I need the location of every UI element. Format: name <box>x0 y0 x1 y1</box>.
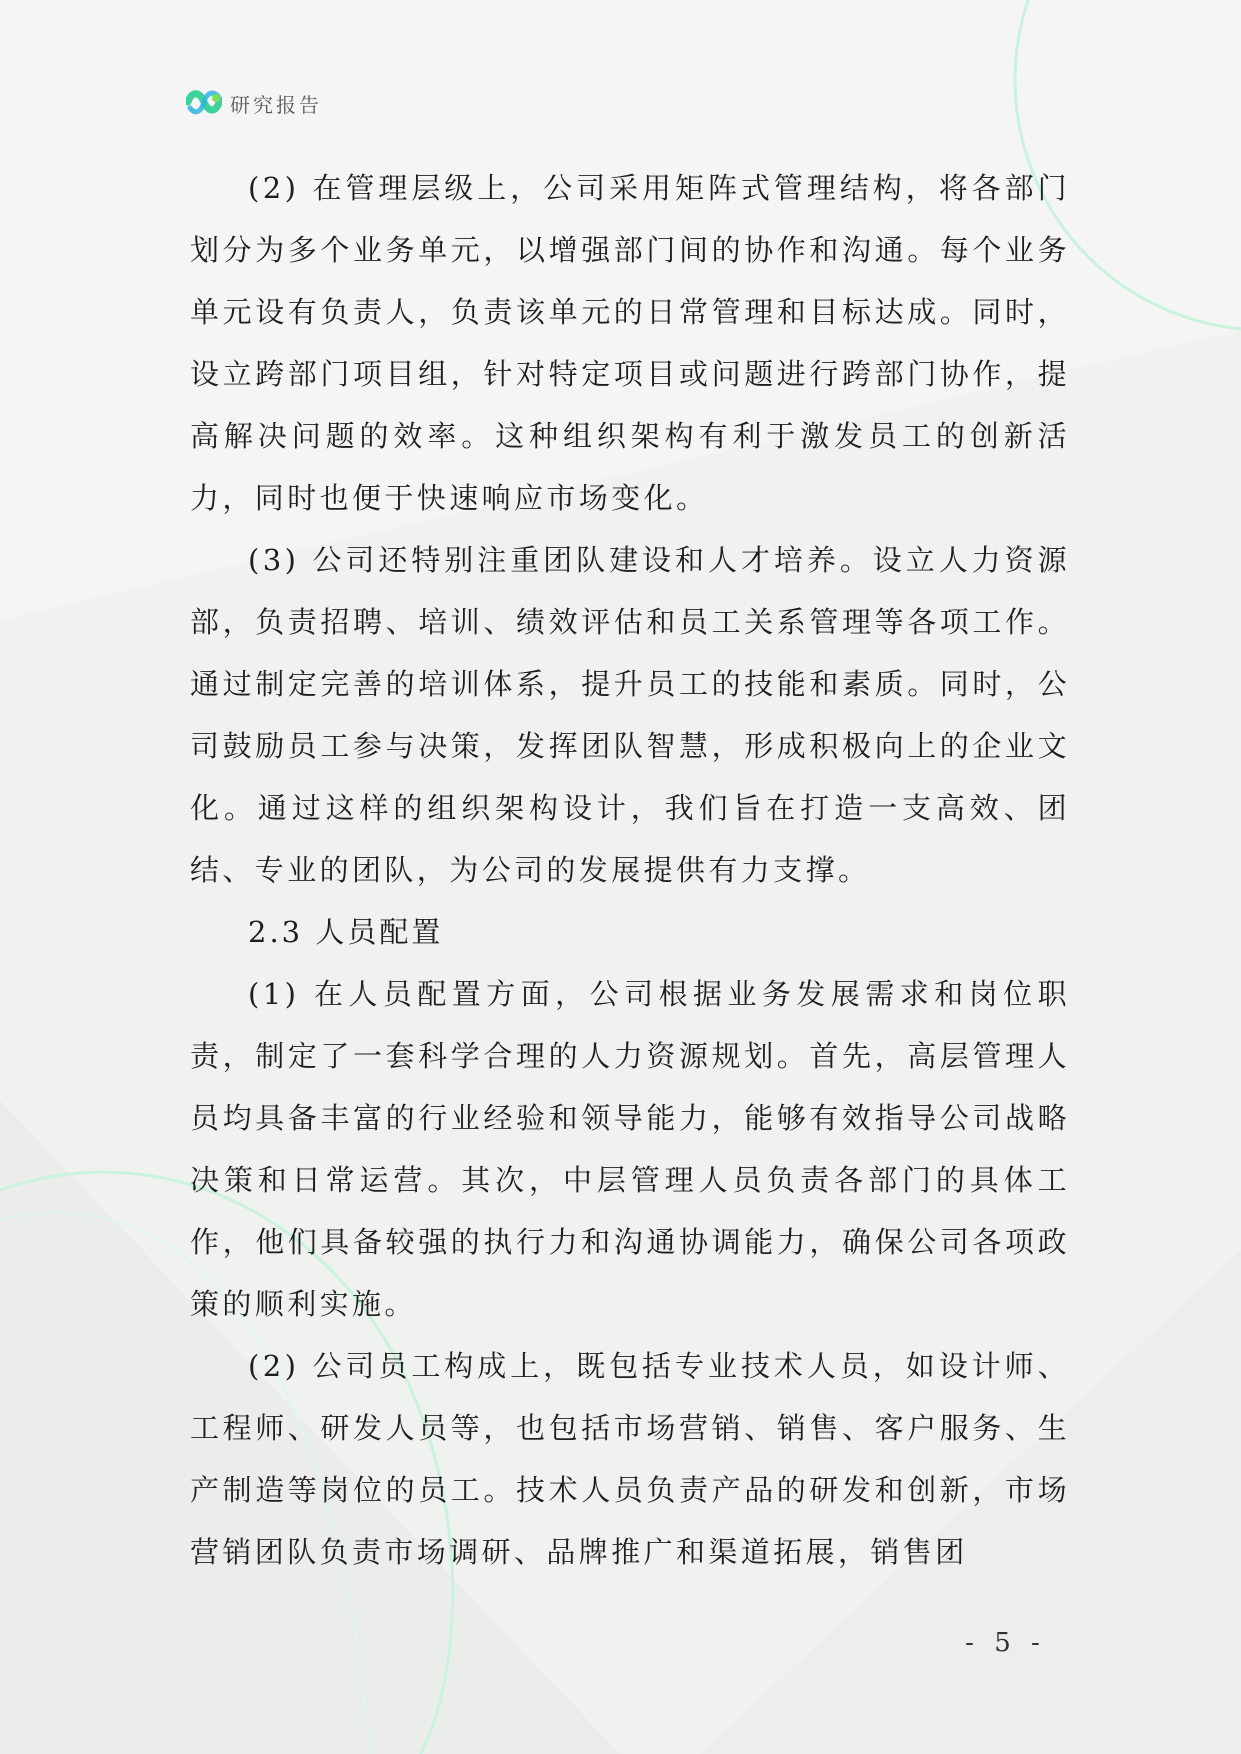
paragraph-staffing-plan: (1) 在人员配置方面，公司根据业务发展需求和岗位职责，制定了一套科学合理的人力资源规划。首先，高层管理人员均具备丰富的行业经验和领导能力，能够有效指导公司战略决策和日常运营。其次，中层管理人员负责各部门的具体工作，他们具备较强的执行力和沟通协调能力，确保公司各项政策的顺利实施。 <box>190 977 1070 1321</box>
report-header <box>186 88 322 118</box>
header-title: 研究报告 <box>230 92 322 117</box>
report-body <box>190 157 1070 1583</box>
paragraph-staff-composition: (2) 公司员工构成上，既包括专业技术人员，如设计师、工程师、研发人员等，也包括市场营销、销售、客户服务、生产制造等岗位的员工。技术人员负责产品的研发和创新，市场营销团队负责市场调研、品牌推广和渠道拓展，销售团 <box>190 1349 1070 1569</box>
section-heading-staffing: 2.3 人员配置 <box>248 915 444 949</box>
page-number: - 5 - <box>965 1628 1046 1658</box>
paragraph-team-building: (3) 公司还特别注重团队建设和人才培养。设立人力资源部，负责招聘、培训、绩效评估和员工关系管理等各项工作。通过制定完善的培训体系，提升员工的技能和素质。同时，公司鼓励员工参与决策，发挥团队智慧，形成积极向上的企业文化。通过这样的组织架构设计，我们旨在打造一支高效、团结、专业的团队，为公司的发展提供有力支撑。 <box>190 543 1070 887</box>
ribbon-logo-icon <box>186 88 222 118</box>
paragraph-management-levels: (2) 在管理层级上，公司采用矩阵式管理结构，将各部门划分为多个业务单元，以增强部门间的协作和沟通。每个业务单元设有负责人，负责该单元的日常管理和目标达成。同时，设立跨部门项目组，针对特定项目或问题进行跨部门协作，提高解决问题的效率。这种组织架构有利于激发员工的创新活力，同时也便于快速响应市场变化。 <box>190 171 1070 515</box>
